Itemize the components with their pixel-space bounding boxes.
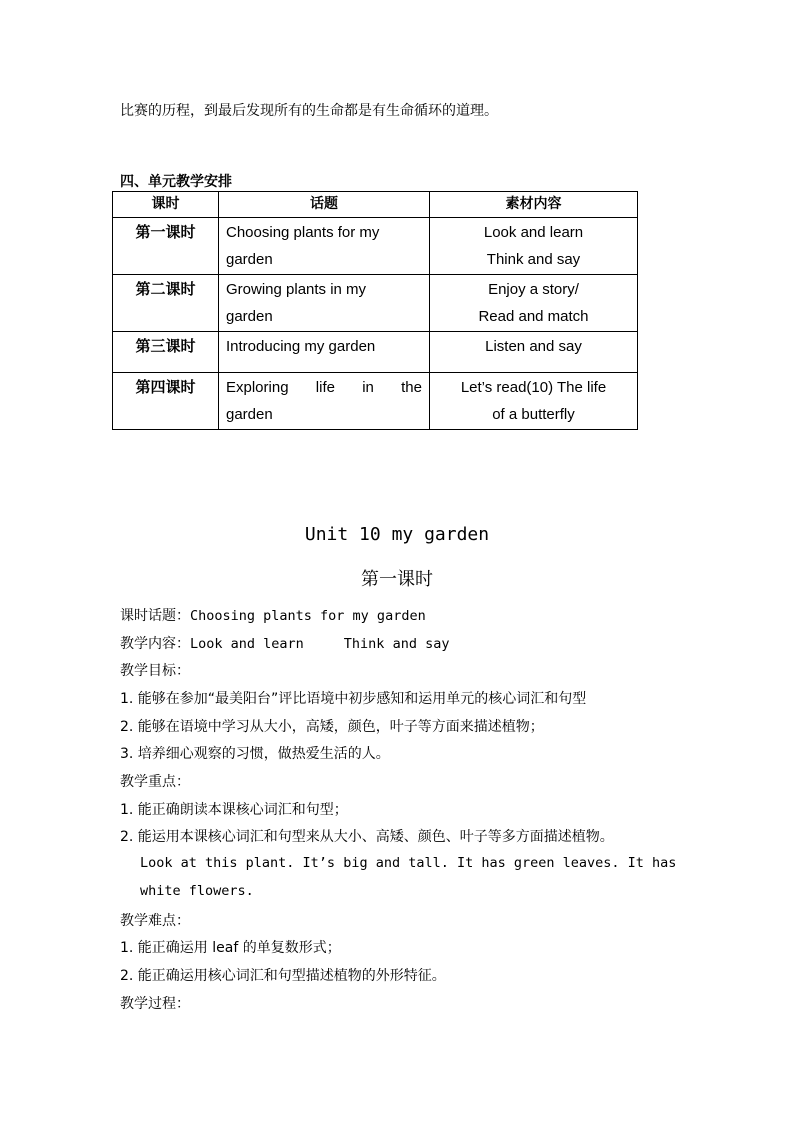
section-heading: 四、单元教学安排 [120, 174, 232, 190]
content-value-2: Think and say [343, 636, 450, 652]
material-line: Let’s read(10) The life [460, 379, 607, 396]
goal-item: 2. 能够在语境中学习从大小，高矮，颜色，叶子等方面来描述植物； [120, 719, 544, 735]
topic-line: garden [226, 308, 273, 325]
material-line: Think and say [486, 251, 581, 268]
intro-paragraph: 比赛的历程，到最后发现所有的生命都是有生命循环的道理。 [120, 103, 498, 119]
material-cell [430, 373, 638, 430]
topic-line: garden [226, 406, 273, 423]
key-point-item: 2. 能运用本课核心词汇和句型来从大小、高矮、颜色、叶子等多方面描述植物。 [120, 829, 614, 845]
topic-line: garden [226, 251, 273, 268]
table-row [113, 218, 638, 275]
topic-cell [219, 373, 430, 430]
content-label: 教学内容： [120, 636, 190, 652]
content-value-1: Look and learn [190, 636, 304, 652]
process-label: 教学过程： [120, 996, 190, 1012]
schedule-table [112, 191, 638, 430]
lesson-cell: 第一课时 [113, 218, 219, 275]
goal-item: 1. 能够在参加“最美阳台”评比语境中初步感知和运用单元的核心词汇和句型 [120, 691, 587, 707]
lesson-cell: 第四课时 [113, 373, 219, 430]
goals-label: 教学目标： [120, 663, 190, 679]
difficulty-item: 2. 能正确运用核心词汇和句型描述植物的外形特征。 [120, 968, 446, 984]
header-lesson: 课时 [113, 192, 219, 218]
material-line: Read and match [478, 308, 589, 325]
example-sentence: Look at this plant. It’s big and tall. It has green leaves. It has [140, 855, 677, 871]
material-line: of a butterfly [492, 406, 575, 423]
table-row [113, 373, 638, 430]
goal-item: 3. 培养细心观察的习惯，做热爱生活的人。 [120, 746, 390, 762]
topic-line: Exploring life in the [226, 379, 422, 396]
header-material: 素材内容 [430, 192, 638, 218]
topic-line-paragraph [120, 605, 426, 625]
example-sentence: white flowers. [140, 883, 254, 899]
topic-cell [219, 275, 430, 332]
content-line-paragraph [120, 633, 449, 653]
topic-value: Choosing plants for my garden [190, 608, 426, 624]
difficulties-label: 教学难点： [120, 913, 190, 929]
topic-line: Growing plants in my [226, 281, 367, 298]
material-cell [430, 218, 638, 275]
topic-label: 课时话题： [120, 608, 190, 624]
table-row [113, 275, 638, 332]
topic-cell [219, 218, 430, 275]
topic-line: Choosing plants for my [226, 224, 380, 241]
key-points-label: 教学重点： [120, 774, 190, 790]
topic-cell [219, 332, 430, 373]
unit-title: Unit 10 my garden [304, 524, 490, 545]
material-line: Look and learn [483, 224, 584, 241]
material-cell [430, 332, 638, 373]
difficulty-item: 1. 能正确运用 leaf 的单复数形式； [120, 940, 341, 956]
material-cell [430, 275, 638, 332]
material-line: Listen and say [485, 338, 582, 355]
topic-line: Introducing my garden [226, 338, 376, 355]
header-topic: 话题 [219, 192, 430, 218]
lesson-cell: 第三课时 [113, 332, 219, 373]
lesson-cell: 第二课时 [113, 275, 219, 332]
table-row [113, 332, 638, 373]
key-point-item: 1. 能正确朗读本课核心词汇和句型； [120, 802, 348, 818]
lesson-title: 第一课时 [361, 569, 433, 590]
table-header-row [113, 192, 638, 218]
material-line: Enjoy a story/ [488, 281, 579, 298]
